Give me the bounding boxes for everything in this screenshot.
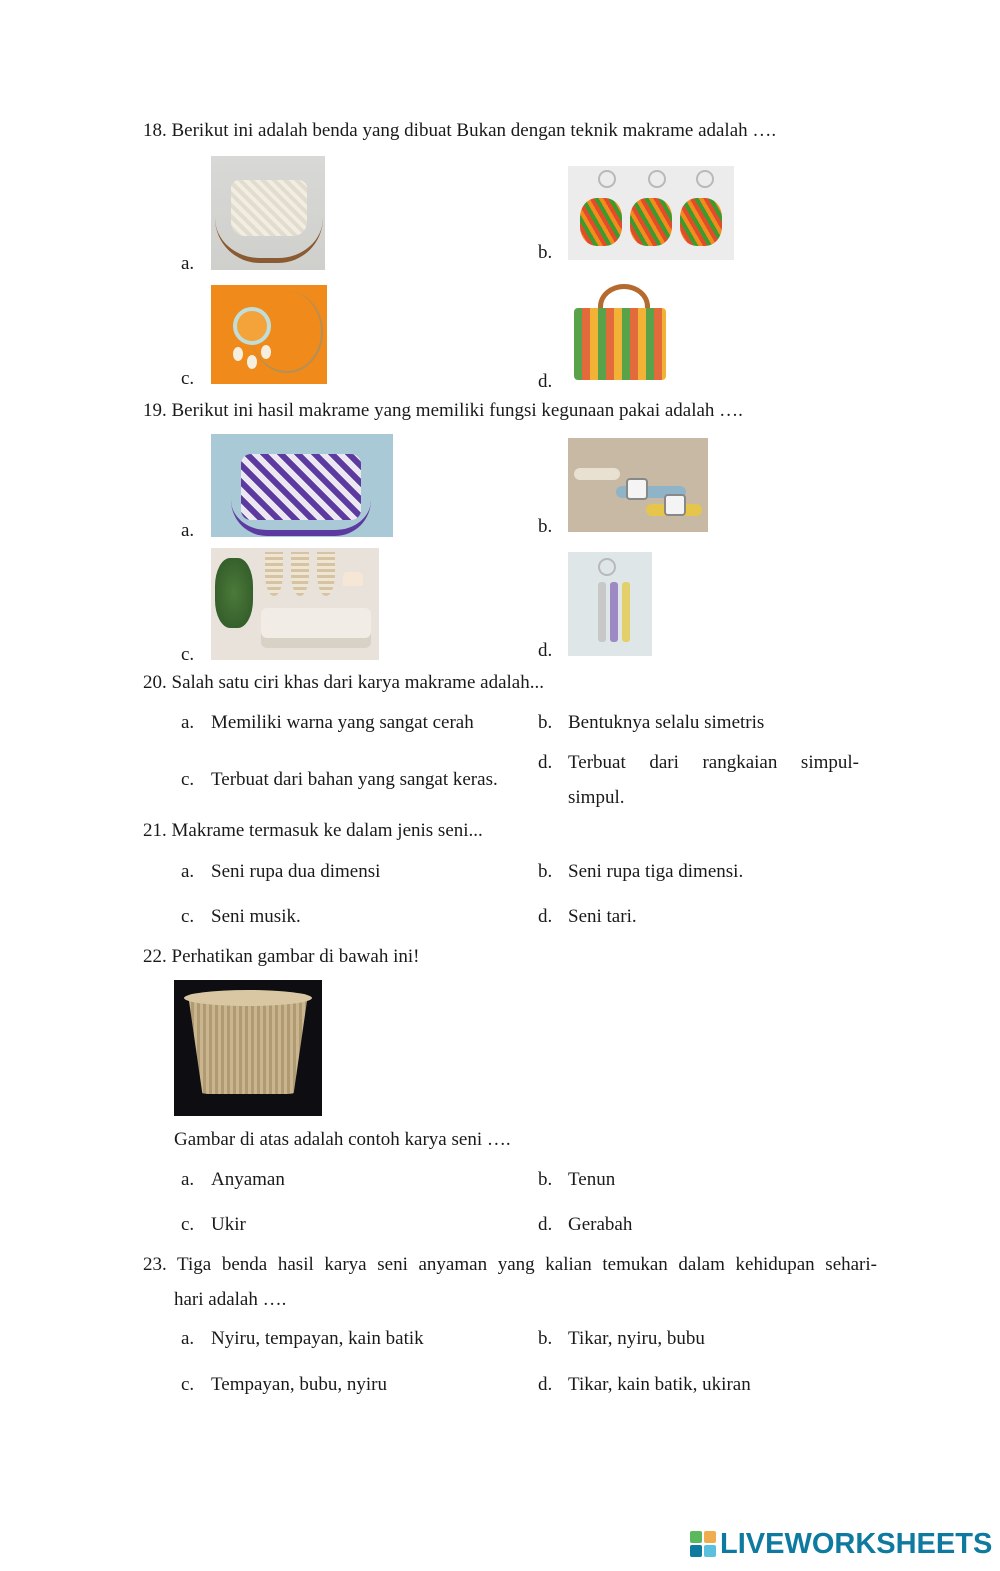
woven-basket-image: [174, 980, 322, 1116]
tote-body: [574, 308, 666, 380]
option-label-18d: d.: [538, 371, 553, 392]
option-label-20b: b.: [538, 712, 553, 733]
basket-rim: [184, 990, 312, 1006]
wall-hanging: [291, 552, 309, 596]
option-label-23b: b.: [538, 1328, 553, 1349]
macrame-bag-image[interactable]: [211, 156, 325, 270]
option-label-23d: d.: [538, 1374, 553, 1395]
option-text-22d[interactable]: Gerabah: [568, 1214, 633, 1235]
shell: [261, 345, 271, 359]
option-label-18c: c.: [181, 368, 195, 389]
question-19: 19. Berikut ini hasil makrame yang memiliki fungsi kegunaan pakai adalah ….: [143, 400, 743, 421]
keyring: [598, 170, 616, 188]
option-label-21d: d.: [538, 906, 553, 927]
bag-strap: [215, 218, 323, 263]
option-text-20d-cont[interactable]: simpul.: [568, 787, 625, 808]
option-text-23a[interactable]: Nyiru, tempayan, kain batik: [211, 1328, 424, 1349]
option-label-22b: b.: [538, 1169, 553, 1190]
liveworksheets-logo-icon: [690, 1531, 716, 1557]
keyring: [696, 170, 714, 188]
liveworksheets-logo-text: LIVEWORKSHEETS: [720, 1527, 993, 1560]
option-label-18a: a.: [181, 253, 195, 274]
turtle-keychains-image[interactable]: [568, 166, 734, 260]
option-label-20c: c.: [181, 769, 195, 790]
turtle-keychain: [630, 198, 672, 246]
option-label-22a: a.: [181, 1169, 195, 1190]
option-text-22a[interactable]: Anyaman: [211, 1169, 285, 1190]
lamp: [343, 572, 363, 586]
question-22: 22. Perhatikan gambar di bawah ini!: [143, 946, 420, 967]
question-18: 18. Berikut ini adalah benda yang dibuat Bukan dengan teknik makrame adalah ….: [143, 120, 777, 141]
option-label-23a: a.: [181, 1328, 195, 1349]
option-label-19b: b.: [538, 516, 553, 537]
shell: [247, 355, 257, 369]
wall-hanging: [317, 552, 335, 596]
sofa: [261, 608, 371, 648]
option-text-20b[interactable]: Bentuknya selalu simetris: [568, 712, 765, 733]
keychain-tail: [610, 582, 618, 642]
question-22-caption: Gambar di atas adalah contoh karya seni ….: [174, 1129, 511, 1150]
option-label-21b: b.: [538, 861, 553, 882]
turtle-keychain: [580, 198, 622, 246]
option-label-20a: a.: [181, 712, 195, 733]
option-label-21a: a.: [181, 861, 195, 882]
purple-macrame-bag-image[interactable]: [211, 434, 393, 537]
question-23-cont: hari adalah ….: [174, 1289, 287, 1310]
wall-hanging: [265, 552, 283, 596]
macrame-keychain-image[interactable]: [568, 552, 652, 656]
option-text-21a[interactable]: Seni rupa dua dimensi: [211, 861, 381, 882]
turtle-keychain: [680, 198, 722, 246]
keyring: [598, 558, 616, 576]
shell: [233, 347, 243, 361]
keyring: [648, 170, 666, 188]
option-label-19d: d.: [538, 640, 553, 661]
option-label-23c: c.: [181, 1374, 195, 1395]
watch-band: [574, 468, 620, 480]
option-label-20d: d.: [538, 752, 553, 773]
dreamcatcher-pendant: [233, 307, 271, 345]
macrame-watch-bands-image[interactable]: [568, 438, 708, 532]
option-text-20c[interactable]: Terbuat dari bahan yang sangat keras.: [211, 769, 498, 790]
liveworksheets-logo[interactable]: [690, 1526, 992, 1562]
option-label-18b: b.: [538, 242, 553, 263]
option-label-22d: d.: [538, 1214, 553, 1235]
option-label-19a: a.: [181, 520, 195, 541]
keychain-tail: [622, 582, 630, 642]
option-text-23d[interactable]: Tikar, kain batik, ukiran: [568, 1374, 751, 1395]
option-text-21c[interactable]: Seni musik.: [211, 906, 301, 927]
question-21: 21. Makrame termasuk ke dalam jenis seni...: [143, 820, 483, 841]
option-label-21c: c.: [181, 906, 195, 927]
option-text-21b[interactable]: Seni rupa tiga dimensi.: [568, 861, 744, 882]
option-text-23c[interactable]: Tempayan, bubu, nyiru: [211, 1374, 387, 1395]
basket-body: [188, 994, 308, 1094]
keychain-tail: [598, 582, 606, 642]
woven-tote-image[interactable]: [570, 280, 670, 384]
option-text-23b[interactable]: Tikar, nyiru, bubu: [568, 1328, 705, 1349]
macrame-wall-decor-room-image[interactable]: [211, 548, 379, 660]
option-label-22c: c.: [181, 1214, 195, 1235]
question-20: 20. Salah satu ciri khas dari karya makrame adalah...: [143, 672, 544, 693]
option-text-20a[interactable]: Memiliki warna yang sangat cerah: [211, 712, 474, 733]
option-label-19c: c.: [181, 644, 195, 665]
option-text-20d[interactable]: Terbuat dari rangkaian simpul-: [568, 752, 859, 773]
watch-face: [664, 494, 686, 516]
option-text-21d[interactable]: Seni tari.: [568, 906, 637, 927]
watch-face: [626, 478, 648, 500]
option-text-22c[interactable]: Ukir: [211, 1214, 246, 1235]
plant: [215, 558, 253, 628]
macrame-necklace-image[interactable]: [211, 285, 327, 384]
option-text-22b[interactable]: Tenun: [568, 1169, 616, 1190]
question-23: 23. Tiga benda hasil karya seni anyaman yang kalian temukan dalam kehidupan sehari-: [143, 1254, 877, 1275]
bag-strap: [231, 500, 371, 536]
